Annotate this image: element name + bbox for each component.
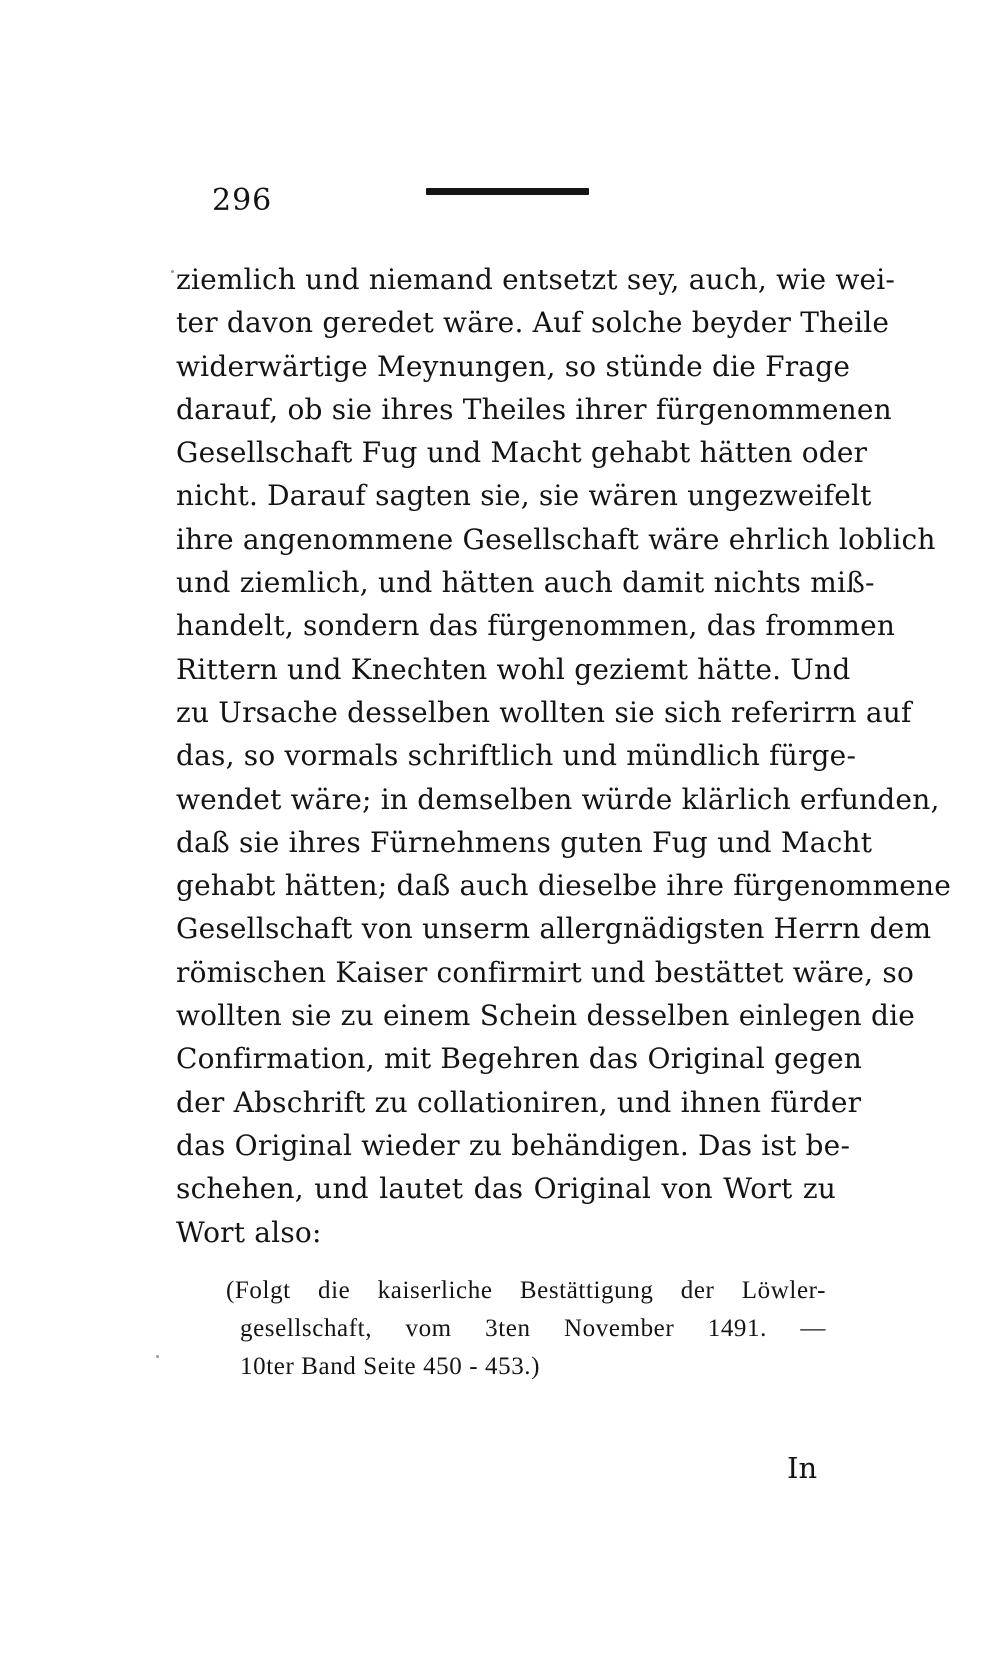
text-line: ihre angenommene Gesellschaft wäre ehrlich loblich — [176, 522, 936, 556]
text-line: zu Ursache desselben wollten sie sich referirrn auf — [176, 695, 912, 729]
text-line: das, so vormals schriftlich und mündlich fürge- — [176, 739, 857, 773]
text-line: Rittern und Knechten wohl geziemt hätte. Und — [176, 652, 851, 686]
text-line: Wort also: — [176, 1215, 322, 1249]
text-line: nicht. Darauf sagten sie, sie wären ungezweifelt — [176, 479, 872, 513]
text-line: handelt, sondern das fürgenommen, das frommen — [176, 609, 896, 643]
catchword: In — [787, 1451, 818, 1485]
editorial-note — [226, 1272, 826, 1386]
page-number: 296 — [212, 183, 273, 218]
text-line: der Abschrift zu collationiren, und ihnen fürder — [176, 1085, 862, 1119]
text-line: das Original wieder zu behändigen. Das ist be- — [176, 1128, 851, 1162]
text-line: römischen Kaiser confirmirt und bestättet wäre, so — [176, 955, 915, 989]
note-line: 10ter Band Seite 450 - 453.) — [240, 1353, 541, 1380]
text-line: schehen, und lautet das Original von Wort zu — [176, 1172, 836, 1206]
text-line: wollten sie zu einem Schein desselben einlegen die — [176, 999, 916, 1033]
text-line: Gesellschaft Fug und Macht gehabt hätten oder — [176, 436, 868, 470]
paper-speck — [156, 1355, 159, 1358]
paper-speck — [171, 270, 174, 273]
text-line: daß sie ihres Fürnehmens guten Fug und Macht — [176, 825, 873, 859]
body-text — [176, 258, 952, 1254]
text-line: ziemlich und niemand entsetzt sey, auch, wie wei- — [176, 263, 896, 296]
text-line: wendet wäre; in demselben würde klärlich erfunden, — [176, 782, 940, 816]
text-line: Confirmation, mit Begehren das Original gegen — [176, 1042, 863, 1076]
text-line: und ziemlich, und hätten auch damit nichts miß- — [176, 566, 875, 600]
header-rule — [426, 188, 589, 195]
note-line: (Folgt die kaiserliche Bestättigung der Löwler- — [226, 1277, 826, 1304]
text-line: Gesellschaft von unserm allergnädigsten Herrn dem — [176, 912, 932, 946]
note-line: gesellschaft, vom 3ten November 1491. — — [240, 1315, 826, 1342]
text-line: darauf, ob sie ihres Theiles ihrer fürgenommenen — [176, 392, 892, 426]
text-line: widerwärtige Meynungen, so stünde die Frage — [176, 349, 851, 383]
text-line: gehabt hätten; daß auch dieselbe ihre fürgenommene — [176, 869, 952, 903]
text-line: ter davon geredet wäre. Auf solche beyder Theile — [176, 306, 890, 340]
